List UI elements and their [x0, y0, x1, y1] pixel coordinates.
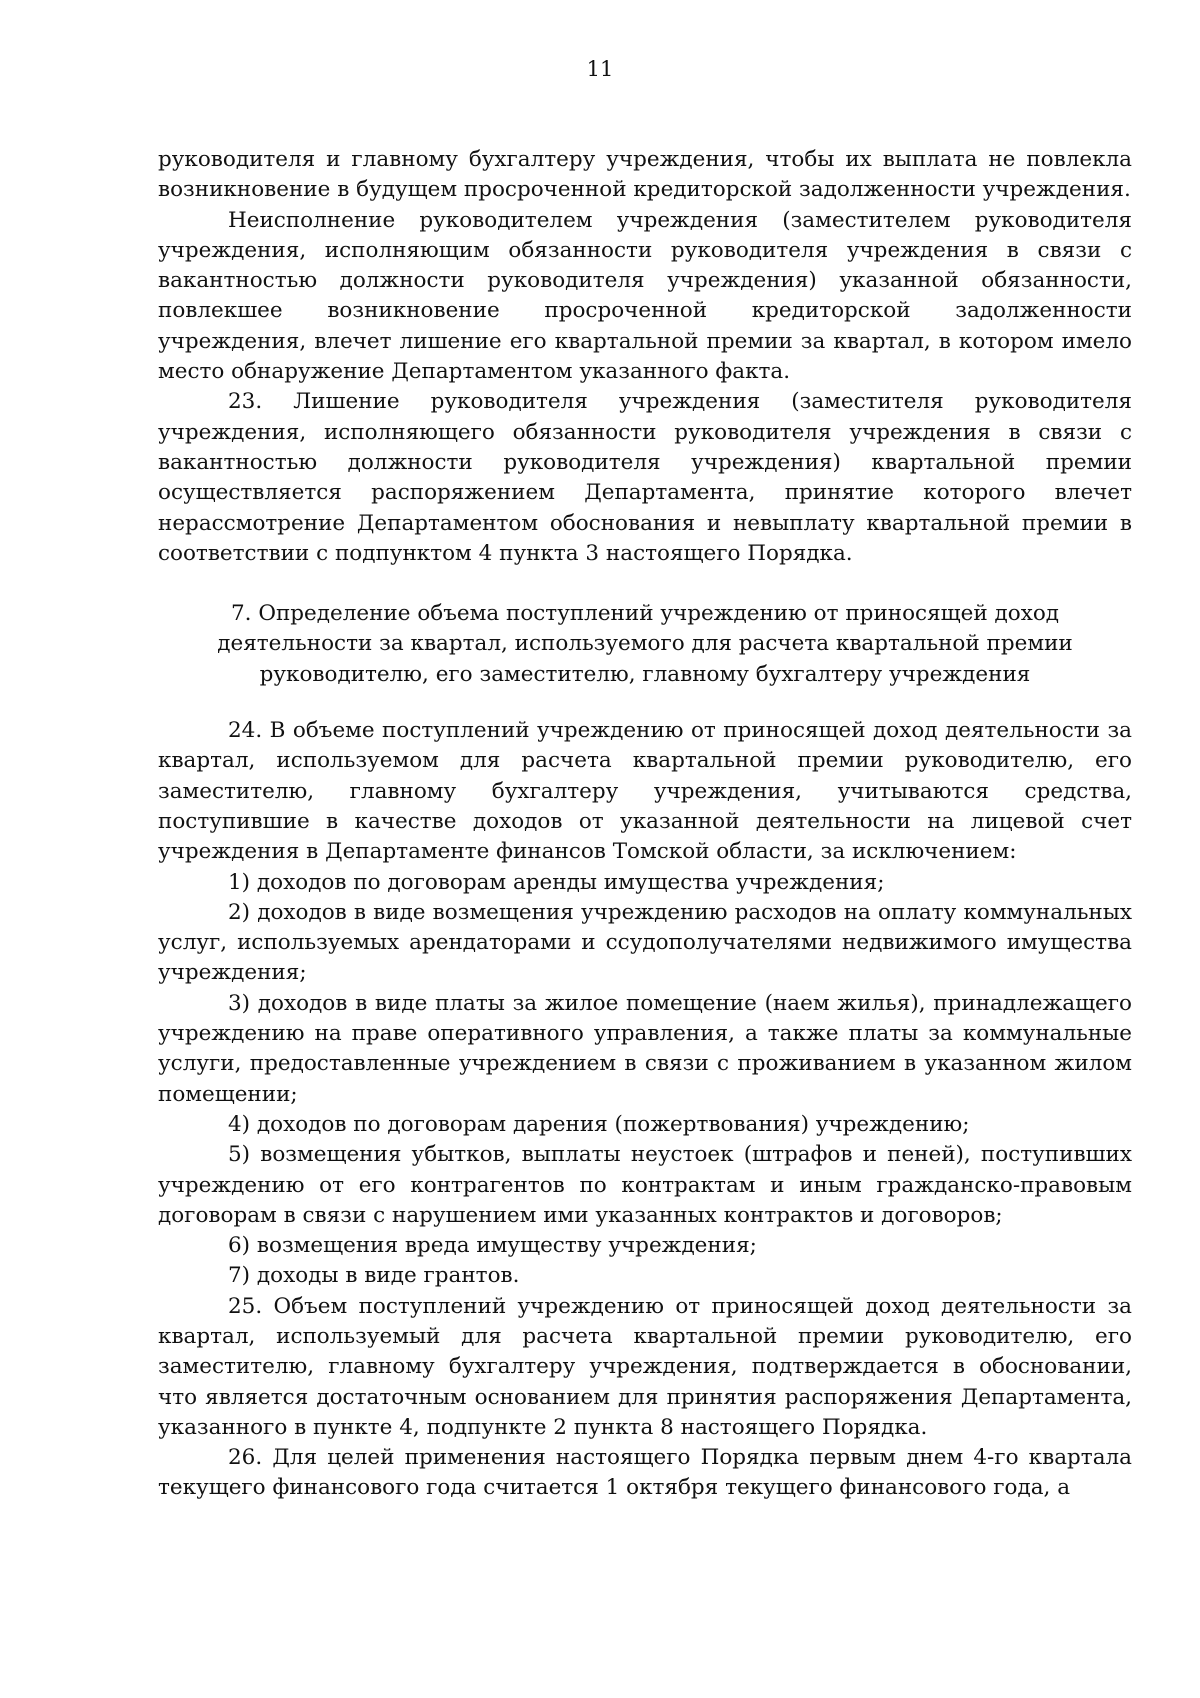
paragraph-nonperformance: Неисполнение руководителем учреждения (заместителем руководителя учреждения, исполняющим обязанности руководителя учреждения в связи с вакантностью должности руководителя учреждения) указанной обязанности, повлекшее возникновение просроченной кредиторской задолженности учреждения, влечет лишение его квартальной премии за квартал, в котором имело место обнаружение Департаментом указанного факта. [158, 207, 1132, 385]
paragraph-24: 24. В объеме поступлений учреждению от приносящей доход деятельности за квартал, используемом для расчета квартальной премии руководителю, его заместителю, главному бухгалтеру учреждения, учитываются средства, поступившие в качестве доходов от указанной деятельности на лицевой счет учреждения в Департаменте финансов Томской области, за исключением: [158, 718, 1132, 865]
list-item-1: 1) доходов по договорам аренды имущества учреждения; [228, 869, 885, 895]
paragraph-26: 26. Для целей применения настоящего Порядка первым днем 4-го квартала текущего финансового года считается 1 октября текущего финансового года, а [158, 1445, 1132, 1501]
list-item-6: 6) возмещения вреда имуществу учреждения; [228, 1233, 757, 1259]
paragraph-23: 23. Лишение руководителя учреждения (заместителя руководителя учреждения, исполняющего обязанности руководителя учреждения в связи с вакантностью должности руководителя учреждения) квартальной премии осуществляется распоряжением Департамента, принятие которого влечет нерассмотрение Департаментом обоснования и невыплату квартальной премии в соответствии с подпунктом 4 пункта 3 настоящего Порядка. [158, 389, 1132, 566]
list-item-7: 7) доходы в виде грантов. [228, 1263, 520, 1289]
list-item-2: 2) доходов в виде возмещения учреждению расходов на оплату коммунальных услуг, используемых арендаторами и ссудополучателями недвижимого имущества учреждения; [158, 899, 1132, 986]
paragraph-25: 25. Объем поступлений учреждению от приносящей доход деятельности за квартал, используемый для расчета квартальной премии руководителю, его заместителю, главному бухгалтеру учреждения, подтверждается в обосновании, что является достаточным основанием для принятия распоряжения Департамента, указанного в пункте 4, подпункте 2 пункта 8 настоящего Порядка. [158, 1293, 1132, 1440]
list-item-4: 4) доходов по договорам дарения (пожертвования) учреждению; [228, 1111, 970, 1137]
document-body [158, 145, 1132, 1504]
section-heading-7: 7. Определение объема поступлений учреждению от приносящей доход деятельности за квартал, используемого для расчета квартальной премии руководителю, его заместителю, главному бухгалтеру учреждения [217, 601, 1073, 687]
page-number: 11 [586, 57, 614, 81]
list-item-3: 3) доходов в виде платы за жилое помещение (наем жилья), принадлежащего учреждению на праве оперативного управления, а также платы за коммунальные услуги, предоставленные учреждением в связи с проживанием в указанном жилом помещении; [158, 990, 1132, 1107]
list-item-5: 5) возмещения убытков, выплаты неустоек (штрафов и пеней), поступивших учреждению от его контрагентов по контрактам и иным гражданско-правовым договорам в связи с нарушением ими указанных контрактов и договоров; [158, 1142, 1132, 1228]
paragraph-continuation: руководителя и главному бухгалтеру учреждения, чтобы их выплата не повлекла возникновение в будущем просроченной кредиторской задолженности учреждения. [158, 147, 1132, 203]
